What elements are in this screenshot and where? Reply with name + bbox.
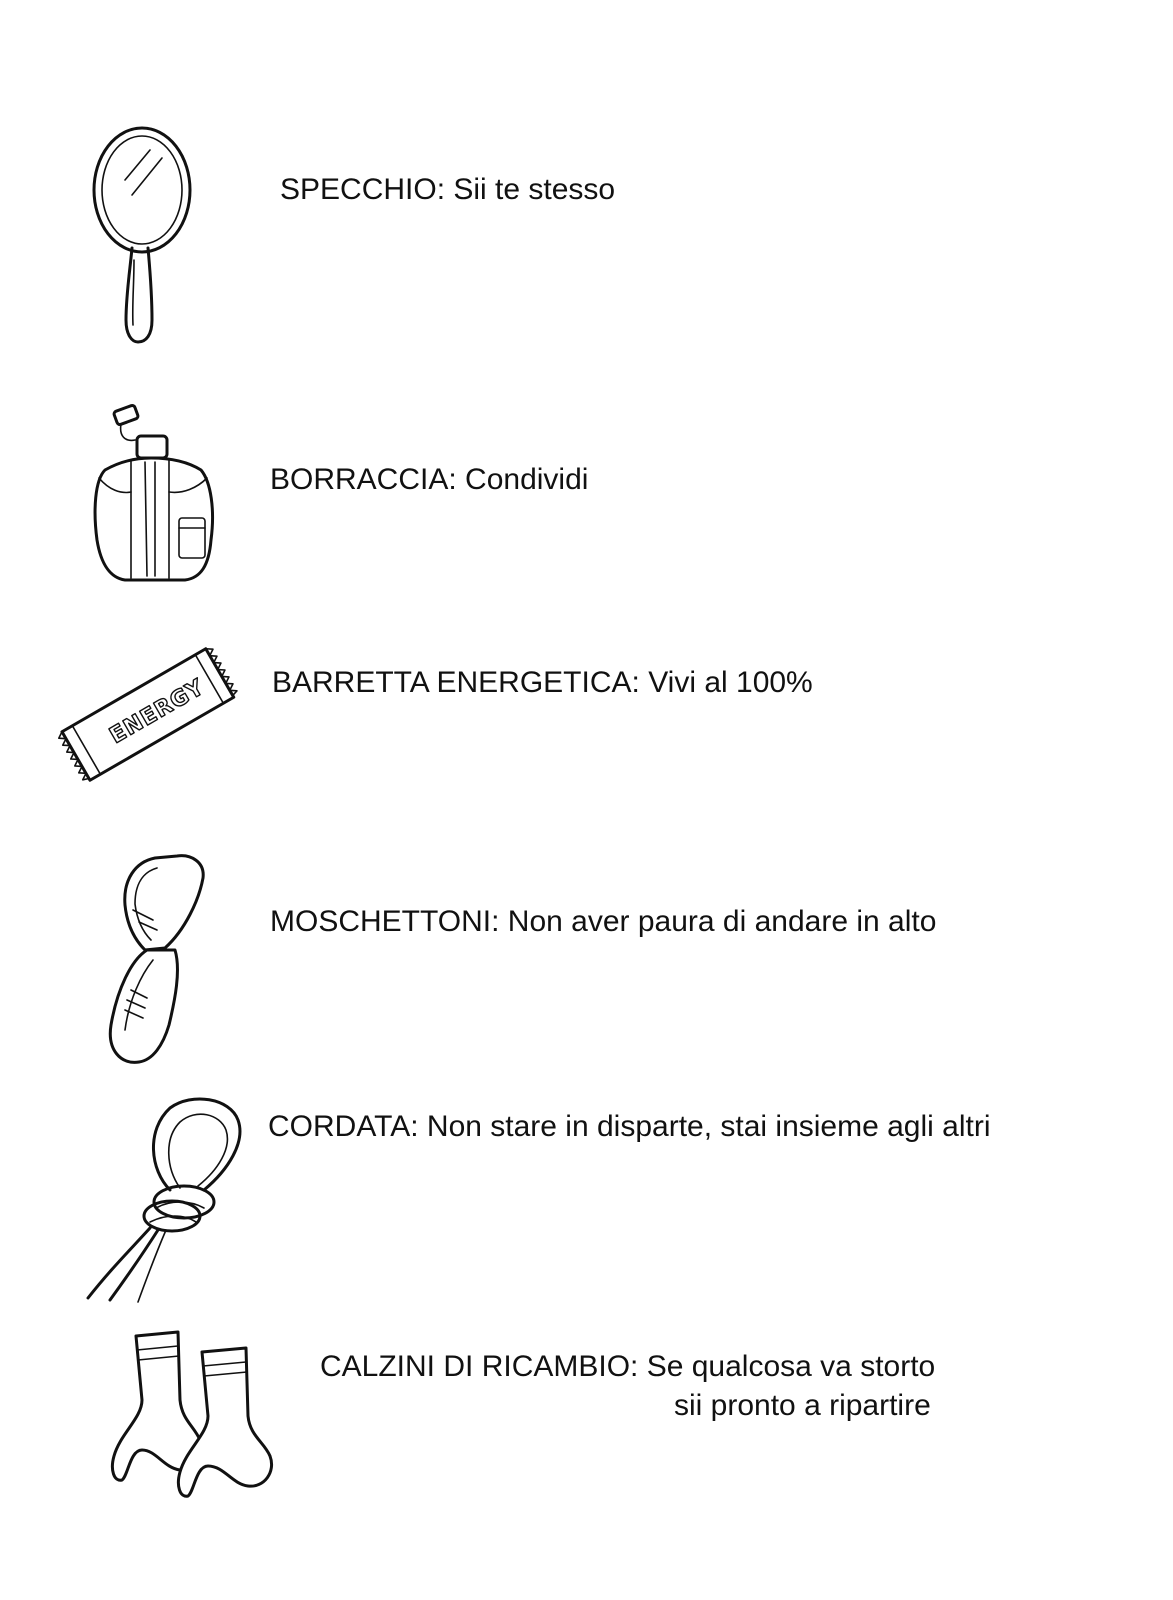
hand-mirror-icon [80,120,210,360]
item-barretta [272,663,813,703]
item-cordata [268,1107,991,1147]
item-desc: Vivi al 100% [648,666,813,699]
rope-knot-icon [80,1090,250,1305]
item-calzini [320,1347,935,1387]
item-desc: Se qualcosa va storto [646,1350,936,1383]
energy-bar-text: ENERGY [105,674,209,749]
item-label: CORDATA: [268,1110,419,1143]
item-label: BORRACCIA: [270,463,457,496]
item-label: BARRETTA ENERGETICA: [272,666,640,699]
item-borraccia [270,460,588,500]
item-label: MOSCHETTONI: [270,905,500,938]
item-calzini-desc-line2 [674,1386,931,1426]
item-label: SPECCHIO: [280,173,446,206]
item-desc-line2: sii pronto a ripartire [674,1389,931,1422]
socks-icon [108,1330,288,1500]
energy-bar-icon [45,625,250,805]
carabiners-icon [95,850,225,1075]
item-desc: Sii te stesso [453,173,616,206]
item-desc: Non aver paura di andare in alto [507,905,937,938]
item-label: CALZINI DI RICAMBIO: [320,1350,639,1383]
item-specchio [280,170,615,210]
item-moschettoni [270,902,936,942]
item-desc: Condividi [465,463,589,496]
canteen-icon [85,400,225,590]
item-desc: Non stare in disparte, stai insieme agli altri [426,1110,991,1143]
